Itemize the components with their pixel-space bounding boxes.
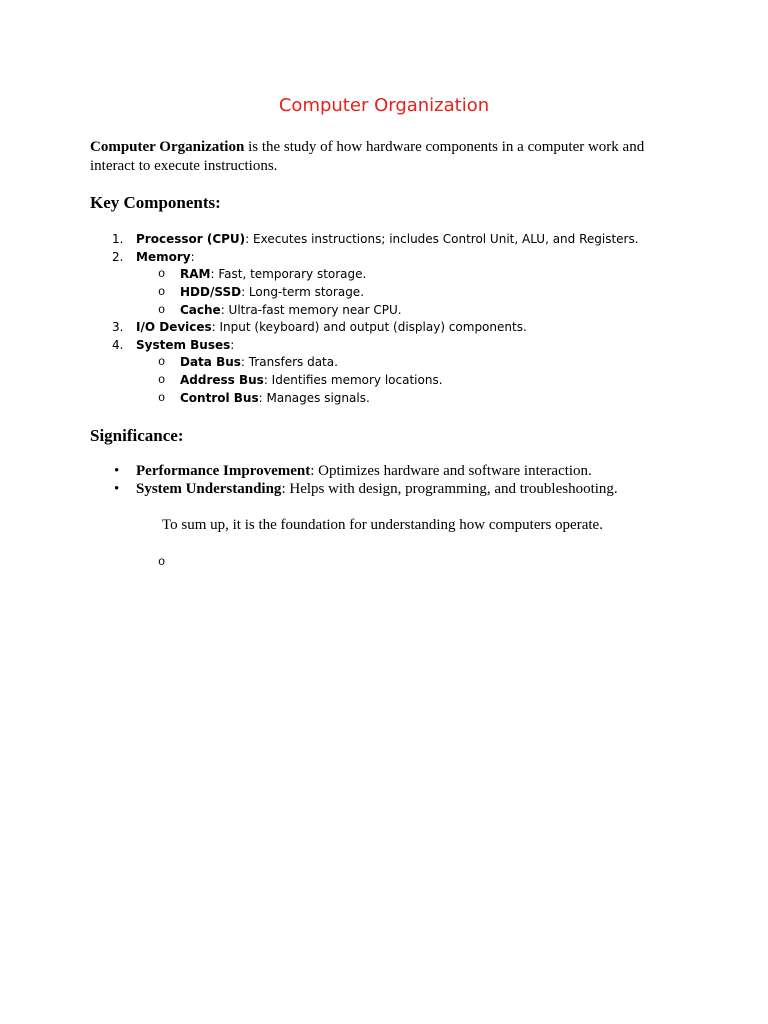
subitem-label: HDD/SSD <box>180 285 242 299</box>
item-label: Processor (CPU) <box>136 232 246 246</box>
bullet-marker: • <box>114 481 120 497</box>
sub-bullet-marker: o <box>158 391 166 405</box>
subitem-label: Control Bus <box>180 391 259 405</box>
sub-bullet-marker: o <box>158 355 166 369</box>
list-number: 1. <box>112 232 124 246</box>
subitem-text: : Manages signals. <box>258 391 370 405</box>
intro-paragraph <box>90 138 670 176</box>
item-text: : <box>230 338 235 352</box>
item-label: I/O Devices <box>136 320 212 334</box>
subitem-label: RAM <box>180 267 211 281</box>
item-label: System Buses <box>136 338 231 352</box>
sub-bullet-marker: o <box>158 373 166 387</box>
subitem-text: : Ultra-fast memory near CPU. <box>220 303 402 317</box>
subitem-text: : Identifies memory locations. <box>263 373 443 387</box>
subitem-text: : Long-term storage. <box>241 285 365 299</box>
bullet-label: System Understanding <box>136 481 282 497</box>
item-text: : Input (keyboard) and output (display) components. <box>211 320 527 334</box>
significance-heading: Significance: <box>90 426 184 445</box>
subitem-label: Cache <box>180 303 221 317</box>
list-number: 3. <box>112 320 124 334</box>
subitem-text: : Transfers data. <box>240 355 338 369</box>
document-title: Computer Organization <box>278 95 490 116</box>
sub-bullet-marker: o <box>158 285 166 299</box>
list-number: 2. <box>112 250 124 264</box>
stray-bullet-marker: o <box>158 555 166 569</box>
list-number: 4. <box>112 338 124 352</box>
key-components-heading: Key Components: <box>90 193 221 212</box>
subitem-label: Address Bus <box>180 373 264 387</box>
item-label: Memory <box>136 250 191 264</box>
summary-text: To sum up, it is the foundation for understanding how computers operate. <box>162 517 603 533</box>
bullet-text: : Optimizes hardware and software interaction. <box>310 463 592 479</box>
item-text: : <box>190 250 195 264</box>
subitem-label: Data Bus <box>180 355 241 369</box>
sub-bullet-marker: o <box>158 267 166 281</box>
bullet-marker: • <box>114 463 120 479</box>
sub-bullet-marker: o <box>158 303 166 317</box>
bullet-text: : Helps with design, programming, and troubleshooting. <box>281 481 618 497</box>
intro-term: Computer Organization <box>90 139 245 155</box>
item-text: : Executes instructions; includes Control Unit, ALU, and Registers. <box>245 232 639 246</box>
bullet-label: Performance Improvement <box>136 463 311 479</box>
subitem-text: : Fast, temporary storage. <box>210 267 367 281</box>
intro-text: is the study of how hardware components in a computer work and interact to execute instructions. <box>90 139 645 174</box>
